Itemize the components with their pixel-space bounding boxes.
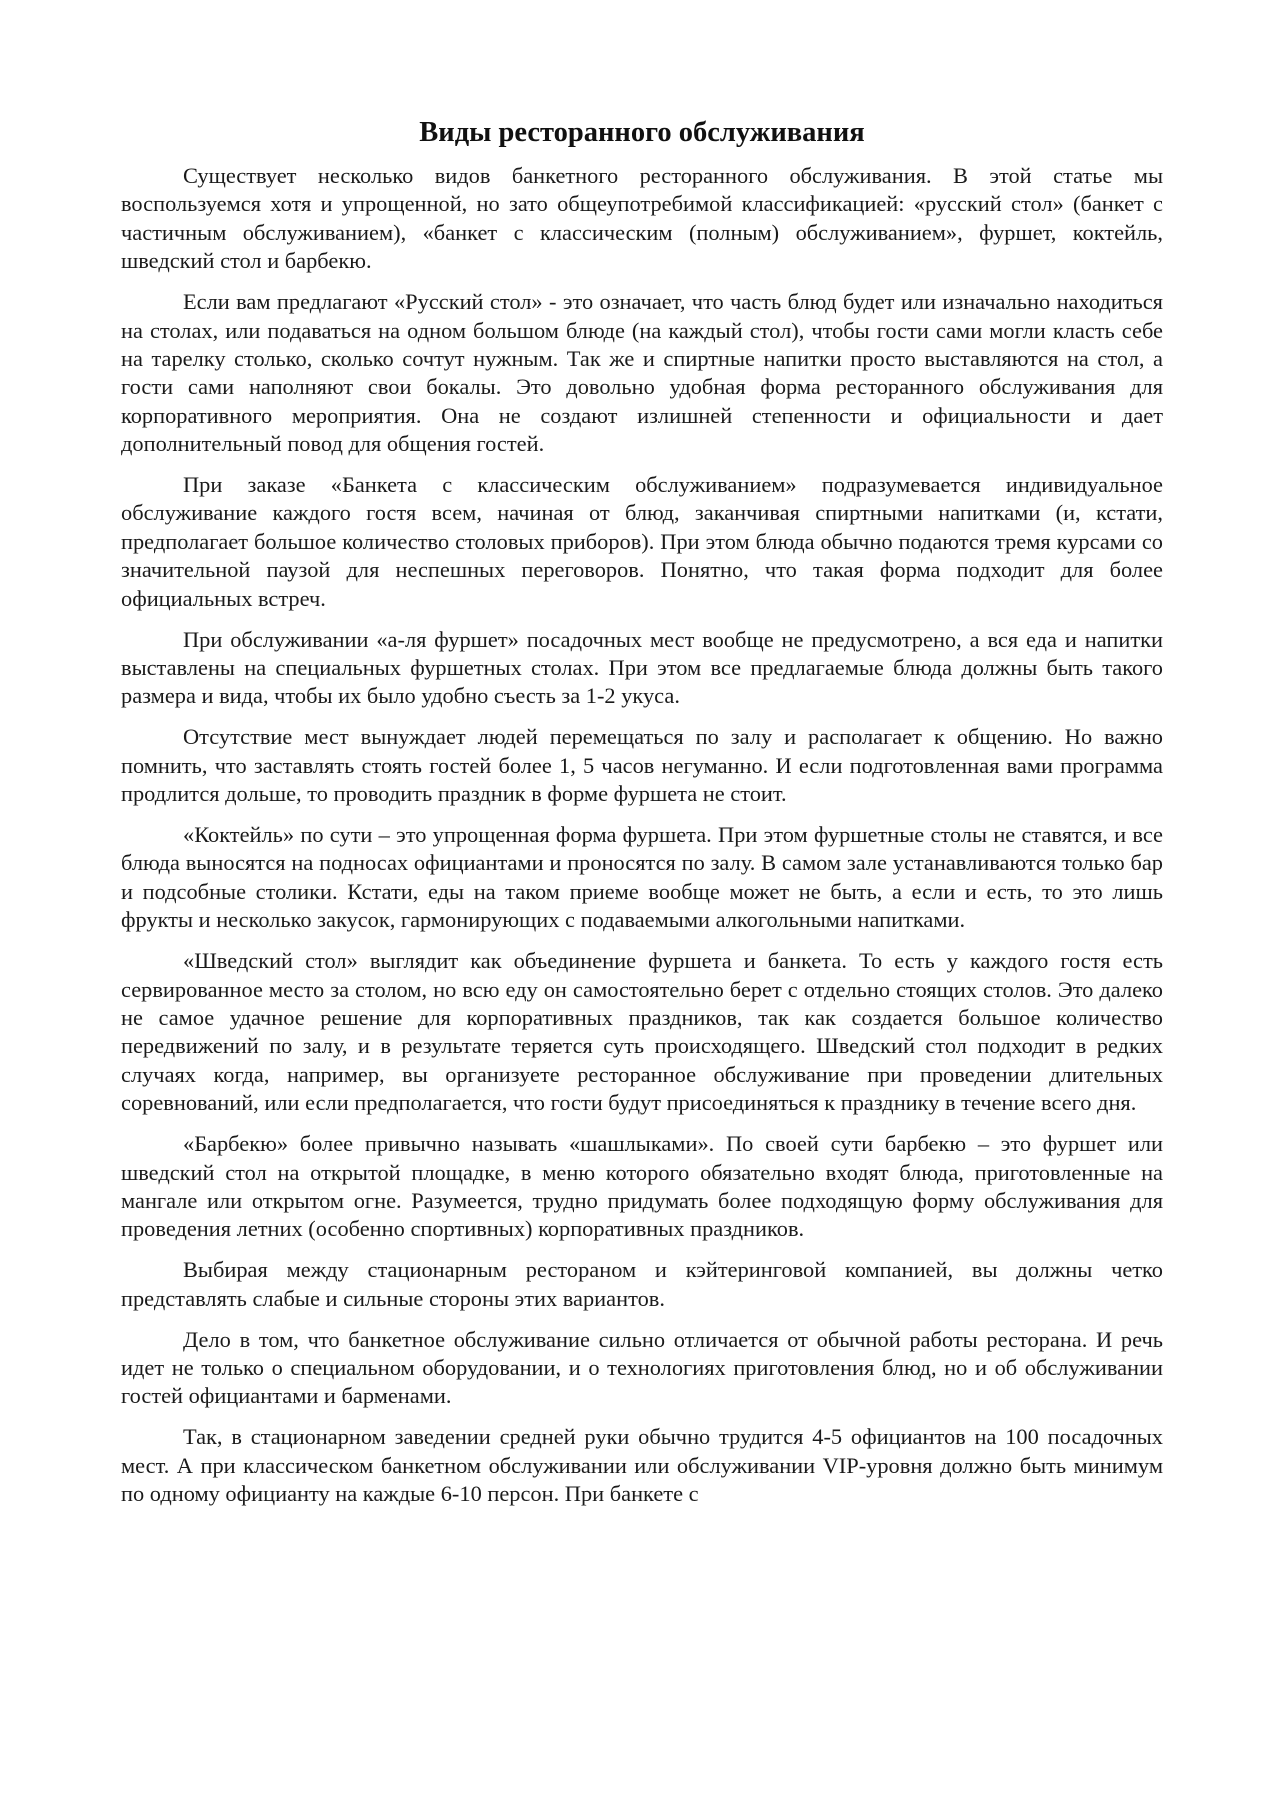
paragraph-classic-banquet: При заказе «Банкета с классическим обслуживанием» подразумевается индивидуальное обслуживание каждого гостя всем, начиная от блюд, заканчивая спиртными напитками (и, кстати, предполагает большое количество столовых приборов). При этом блюда обычно подаются тремя курсами со значительной паузой для неспешных переговоров. Понятно, что такая форма подходит для более официальных встреч. <box>121 472 1163 611</box>
paragraph-cocktail: «Коктейль» по сути – это упрощенная форма фуршета. При этом фуршетные столы не ставятся, и все блюда выносятся на подносах официантами и проносятся по залу. В самом зале устанавливаются только бар и подсобные столики. Кстати, еды на таком приеме вообще может не быть, а если и есть, то это лишь фрукты и несколько закусок, гармонирующих с подаваемыми алкогольными напитками. <box>121 822 1163 933</box>
paragraph-barbecue: «Барбекю» более привычно называть «шашлыками». По своей сути барбекю – это фуршет или шведский стол на открытой площадке, в меню которого обязательно входят блюда, приготовленные на мангале или открытом огне. Разумеется, трудно придумать более подходящую форму обслуживания для проведения летних (особенно спортивных) корпоративных праздников. <box>121 1131 1163 1242</box>
paragraph-russian-table-intro: Существует несколько видов банкетного ресторанного обслуживания. В этой статье мы воспользуемся хотя и упрощенной, но зато общеупотребимой классификацией: «русский стол» (банкет с частичным обслуживанием), «банкет с классическим (полным) обслуживанием», фуршет, коктейль, шведский стол и барбекю. <box>121 163 1163 274</box>
document-title: Виды ресторанного обслуживания <box>419 117 865 148</box>
paragraph-banquet-service: Дело в том, что банкетное обслуживание сильно отличается от обычной работы ресторана. И речь идет не только о специальном оборудовании, и о технологиях приготовления блюд, но и об обслуживании гостей официантами и барменами. <box>121 1326 1163 1409</box>
paragraph-buffet-standing: Отсутствие мест вынуждает людей перемещаться по залу и располагает к общению. Но важно помнить, что заставлять стоять гостей более 1, 5 часов негуманно. И если подготовленная вами программа продлится дольше, то проводить праздник в форме фуршета не стоит. <box>121 724 1163 807</box>
paragraph-swedish-table: «Шведский стол» выглядит как объединение фуршета и банкета. То есть у каждого гостя есть сервированное место за столом, но всю еду он самостоятельно берет с отдельно стоящих столов. Это далеко не самое удачное решение для корпоративных праздников, так как создается большое количество передвижений по залу, и в результате теряется суть происходящего. Шведский стол подходит в редких случаях когда, например, вы организуете ресторанное обслуживание при проведении длительных соревнований, или если предполагается, что гости будут присоединяться к празднику в течение всего дня. <box>121 948 1163 1116</box>
paragraph-buffet: При обслуживании «а-ля фуршет» посадочных мест вообще не предусмотрено, а вся еда и напитки выставлены на специальных фуршетных столах. При этом все предлагаемые блюда должны быть такого размера и вида, чтобы их было удобно съесть за 1-2 укуса. <box>121 626 1163 709</box>
paragraph-waiters: Так, в стационарном заведении средней руки обычно трудится 4-5 официантов на 100 посадочных мест. А при классическом банкетном обслуживании или обслуживании VIP-уровня должно быть минимум по одному официанту на каждые 6-10 персон. При банкете с <box>121 1424 1163 1507</box>
document-body <box>121 116 1163 1521</box>
paragraph-choice: Выбирая между стационарным рестораном и кэйтеринговой компанией, вы должны четко представлять слабые и сильные стороны этих вариантов. <box>121 1257 1163 1311</box>
paragraph-russian-table: Если вам предлагают «Русский стол» - это означает, что часть блюд будет или изначально находиться на столах, или подаваться на одном большом блюде (на каждый стол), чтобы гости сами могли класть себе на тарелку столько, сколько сочтут нужным. Так же и спиртные напитки просто выставляются на стол, а гости сами наполняют свои бокалы. Это довольно удобная форма ресторанного обслуживания для корпоративного мероприятия. Она не создают излишней степенности и официальности и дает дополнительный повод для общения гостей. <box>121 289 1163 457</box>
